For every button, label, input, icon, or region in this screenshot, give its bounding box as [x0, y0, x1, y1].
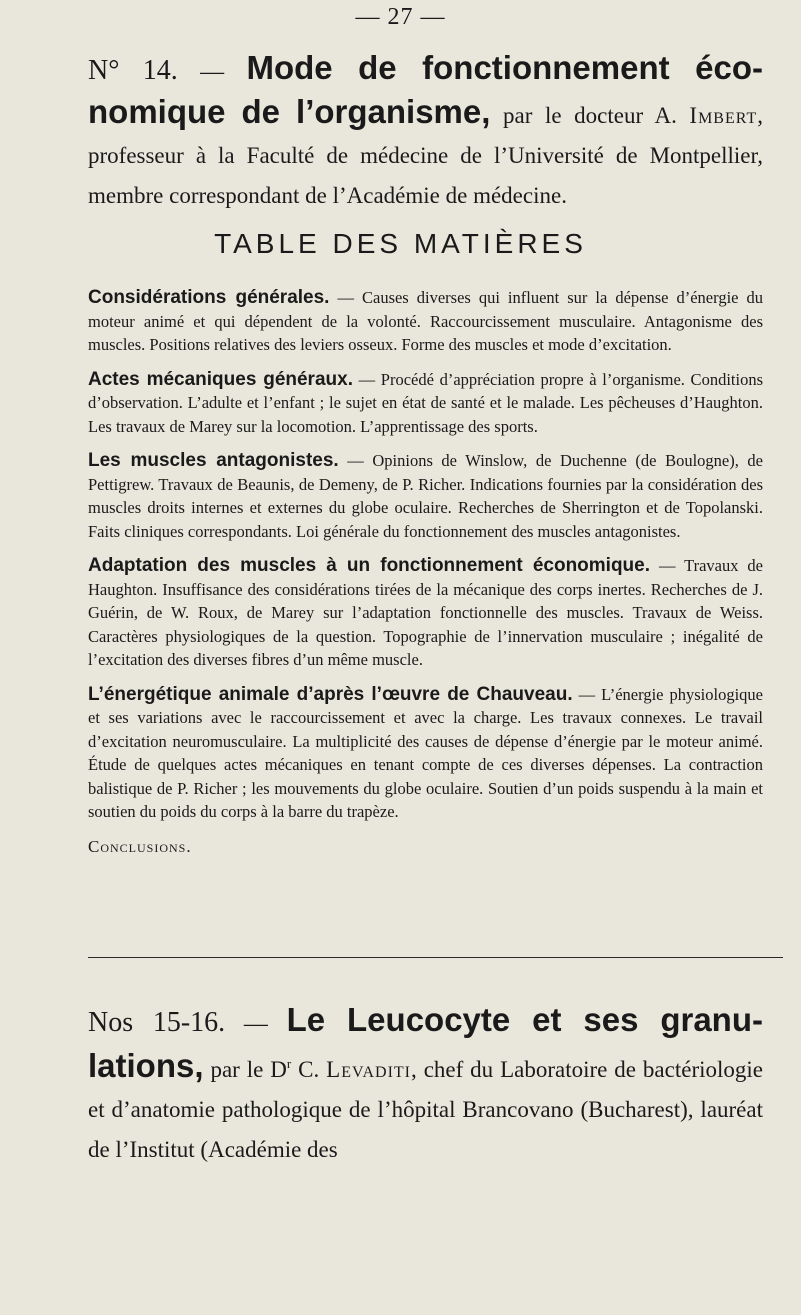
- section-text: — Opinions de Winslow, de Duchenne (de Boulogne), de Pettigrew. Travaux de Beaunis, de Demeny, de P. Richer. Indications fournies par la considération des muscles droits internes et externes du globe oculaire. Recherches de Sherrington et de Topolanski. Faits cliniques correspondants. Loi générale du fonctionnement des muscles antagonistes.: [88, 451, 763, 541]
- entry-title: Le Leucocyte et ses granu-lations,: [88, 1001, 763, 1084]
- toc-sections: [88, 286, 763, 869]
- toc-conclusions: Conclusions.: [88, 836, 192, 856]
- section-text: — Procédé d’appréciation propre à l’organisme. Conditions d’observation. L’adulte et l’enfant ; le sujet en état de santé et le malade. Les pêcheuses d’Haughton. Les travaux de Marey sur la locomotion. L’apprentissage des sports.: [88, 369, 763, 436]
- section-divider: [88, 957, 783, 958]
- entry-15-16-heading: [88, 1000, 763, 1170]
- entry-byline-initial: C.: [291, 1057, 327, 1082]
- toc-section: [88, 449, 763, 543]
- section-heading: Les muscles antagonistes.: [88, 450, 339, 471]
- entry-title: Mode de fonctionnement éco-nomique de l’organisme,: [88, 49, 763, 130]
- entry-number: Nos 15-16.: [88, 1007, 226, 1038]
- entry-dash: —: [177, 59, 247, 85]
- section-text: — L’énergie physiologique et ses variations avec le raccourcissement et avec la charge. Les travaux connexes. Le travail d’excitation neuromusculaire. La multiplicité des causes de dépense d’énergie par le moteur animé. Étude de quelques actes mécaniques en tenant compte de ces diverses dépenses. La contraction balistique de P. Richer ; les mouvements du globe oculaire. Soutien d’un poids suspendu à la main et soutien du poids du corps à la barre du trapèze.: [88, 684, 763, 821]
- entry-author: Levaditi: [326, 1057, 412, 1082]
- entry-14-heading: [88, 48, 763, 216]
- toc-section: [88, 554, 763, 672]
- section-text: — Causes diverses qui influent sur la dépense d’énergie du moteur animé et qui dépendent de la volonté. Raccourcissement musculaire. Antagonisme des muscles. Positions relatives des leviers osseux. Forme des muscles et mode d’excitation.: [88, 288, 763, 354]
- entry-byline-prefix: par le D: [203, 1057, 287, 1082]
- entry-byline-prefix: par le docteur A.: [490, 103, 690, 128]
- section-text: — Travaux de Haughton. Insuffisance des considérations tirées de la mécanique des corps inertes. Recherches de J. Guérin, de W. Roux, de Marey sur l’adaptation fonctionnelle des muscles. Travaux de Weiss. Caractères physiologiques de la question. Topographie de l’innervation musculaire ; inégalité de l’excitation des diverses fibres d’un même muscle.: [88, 556, 763, 669]
- section-heading: Actes mécaniques généraux.: [88, 368, 353, 390]
- entry-byline-sup: r: [286, 1056, 292, 1071]
- toc-section: [88, 286, 763, 357]
- entry-byline: , professeur à la Faculté de médecine de l’Université de Montpellier, membre correspondant de l’Académie de médecine.: [88, 103, 763, 208]
- section-heading: L’énergétique animale d’après l’œuvre de Chauveau.: [88, 683, 573, 705]
- toc-section: [88, 368, 763, 439]
- section-heading: Considérations générales.: [88, 287, 330, 308]
- section-heading: Adaptation des muscles à un fonctionnement économique.: [88, 555, 651, 576]
- entry-byline: , chef du Laboratoire de bactériologie et d’anatomie pathologique de l’hôpital Brancovano (Bucharest), lauréat de l’Institut (Académie des: [88, 1057, 763, 1162]
- page-number: — 27 —: [355, 4, 446, 30]
- entry-author: Imbert: [689, 103, 758, 128]
- entry-dash: —: [225, 1011, 287, 1037]
- toc-title: TABLE DES MATIÈRES: [214, 228, 587, 259]
- toc-section: [88, 683, 763, 824]
- entry-number: N° 14.: [88, 55, 178, 86]
